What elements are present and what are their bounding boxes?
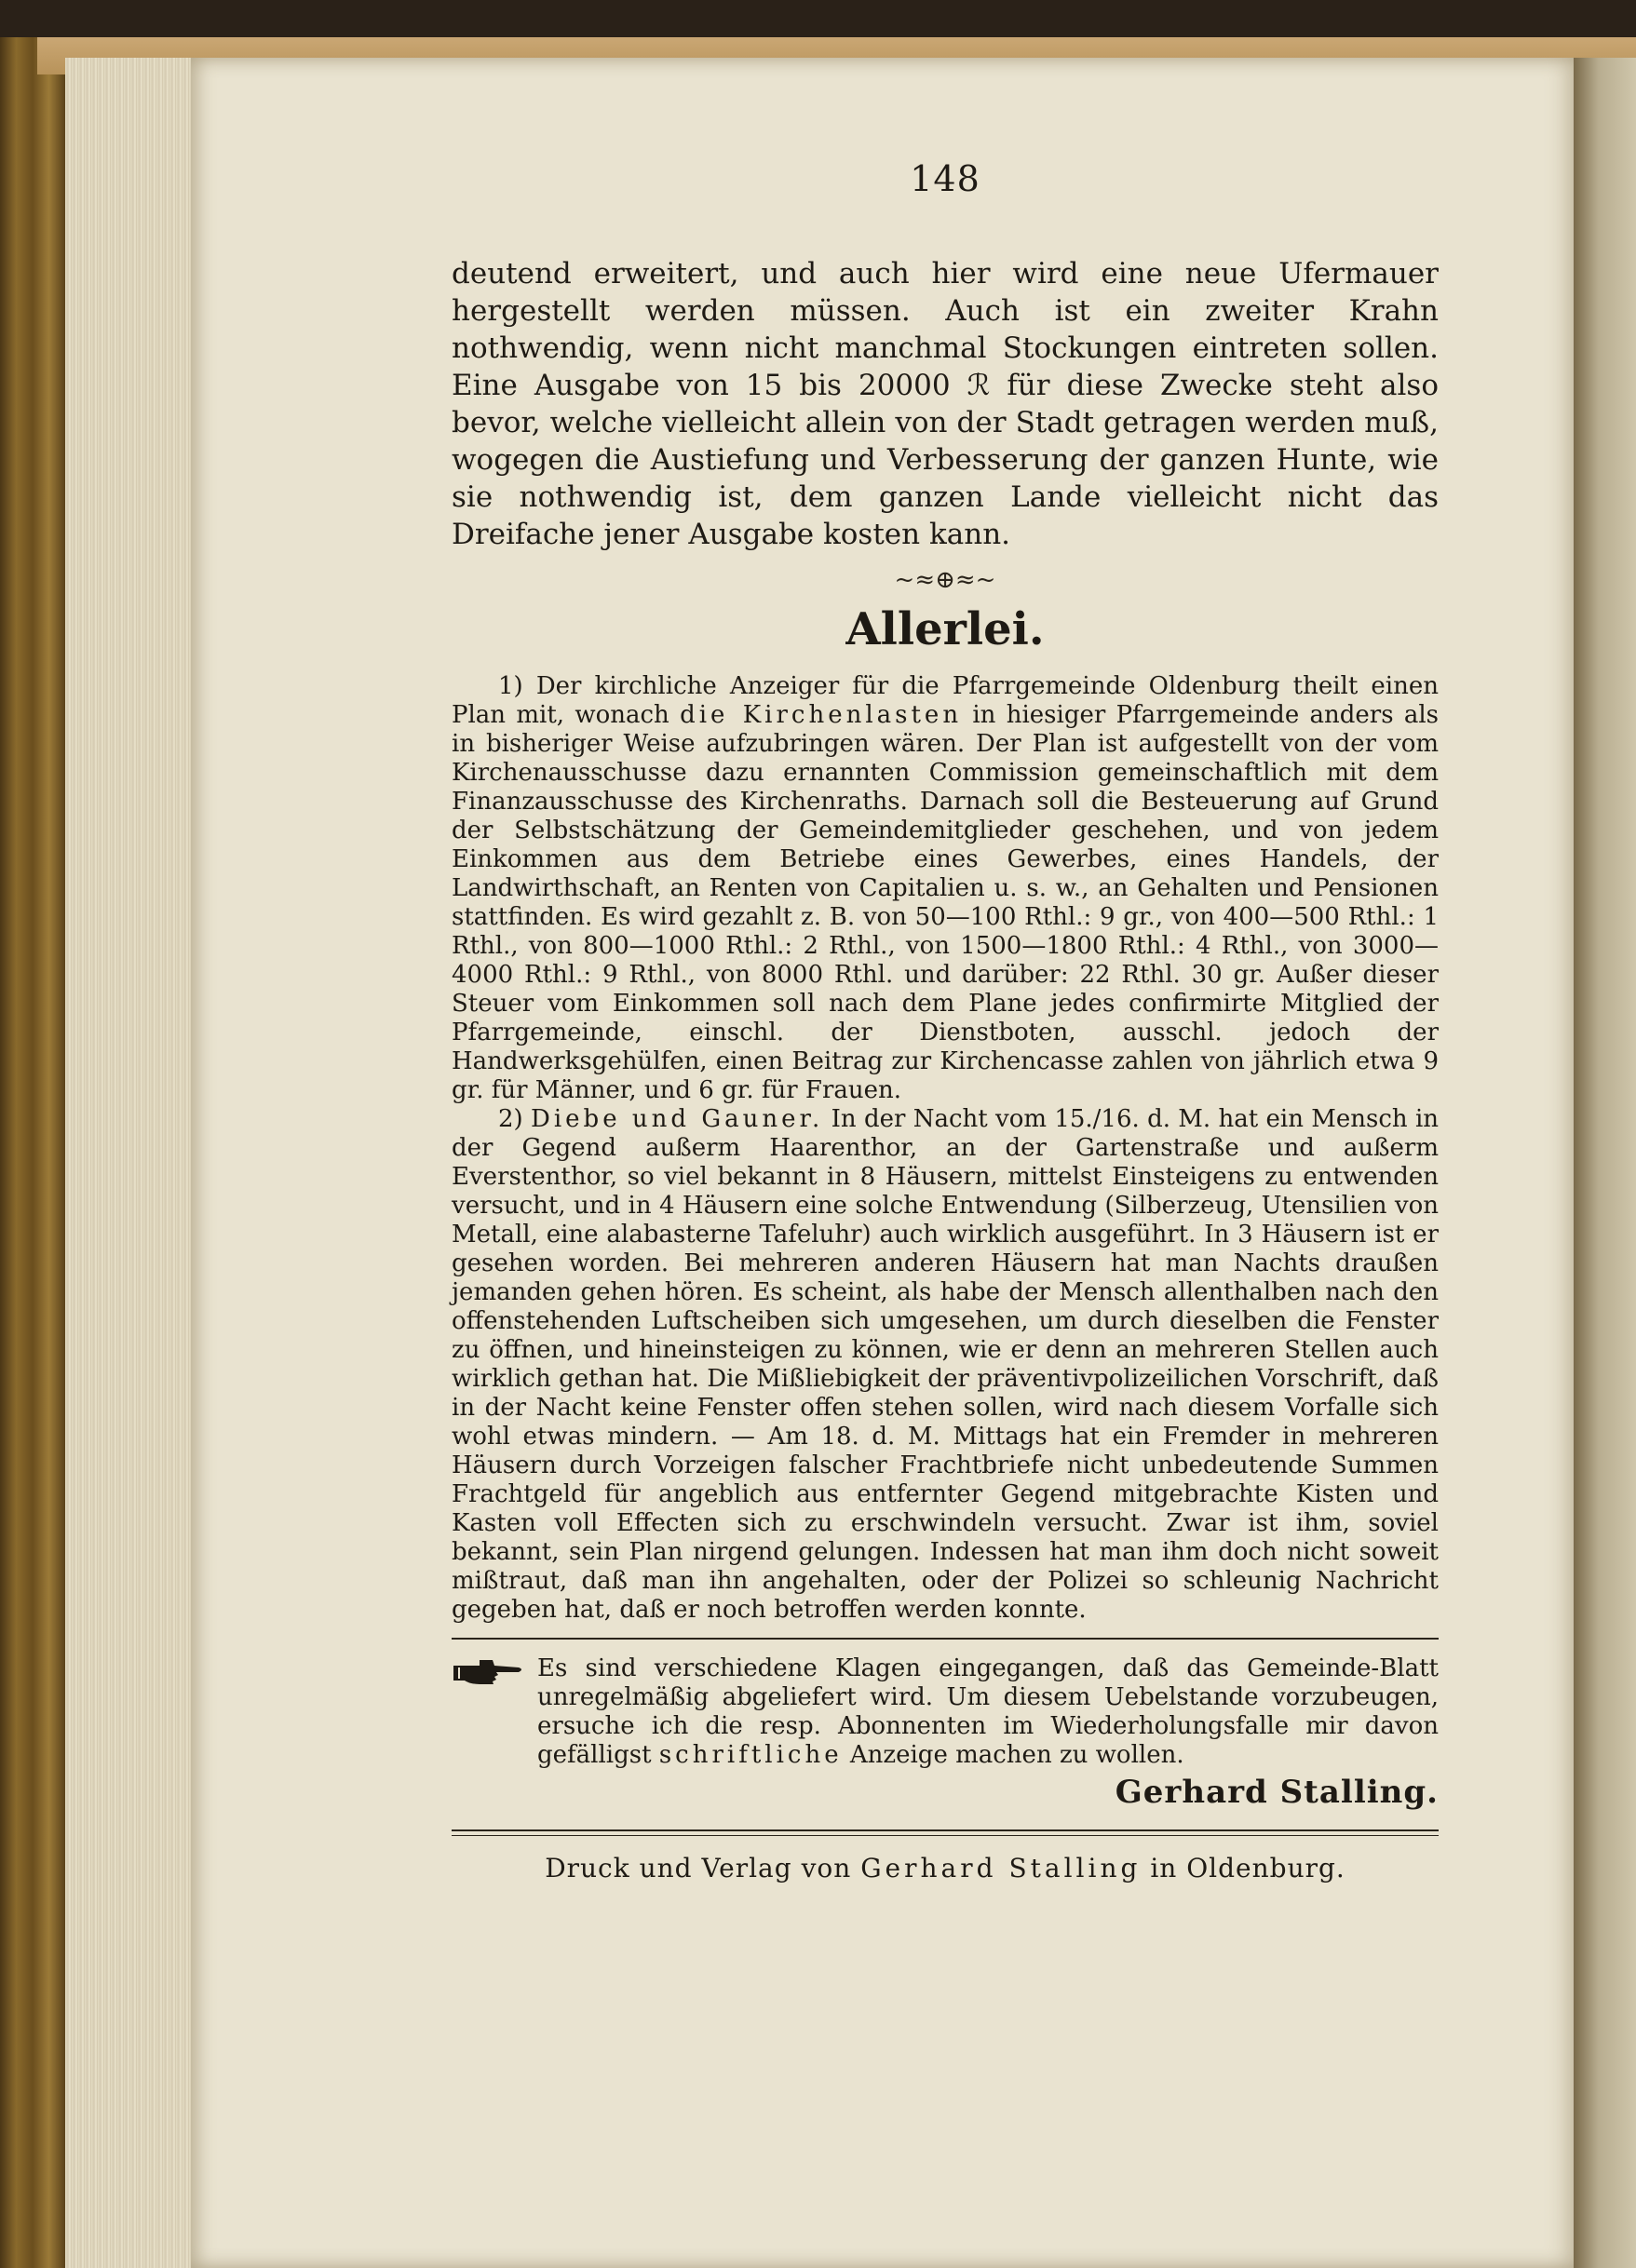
article-2-number: 2)	[498, 1105, 523, 1133]
notice-body: Es sind verschiedene Klagen eingegangen, daß das Gemeinde-Blatt unregelmäßig abgeliefert wird. Um diesem Uebelstande vorzubeugen, ersuche ich die resp. Abonnenten im Wiederholungsfalle mir davon gefälligst	[537, 1654, 1439, 1769]
article-1-emphasis: die Kirchenlasten	[680, 701, 963, 729]
article-2-body: In der Nacht vom 15./16. d. M. hat ein Mensch in der Gegend außerm Haarenthor, an der Gartenstraße und außerm Everstenthor, so viel bekannt in 8 Häusern, mittelst Einsteigens zu entwenden versucht, und in 4 Häusern eine solche Entwendung (Silberzeug, Utensilien von Metall, eine alabasterne Tafeluhr) auch wirklich ausgeführt. In 3 Häusern ist er gesehen worden. Bei mehreren anderen Häusern hat man Nachts draußen jemanden gehen hören. Es scheint, als habe der Mensch allenthalben nach den offenstehenden Luftscheiben sich umgesehen, um durch dieselben die Fenster zu öffnen, und hineinsteigen zu können, wie er denn an mehreren Stellen auch wirklich gethan hat. Die Mißliebigkeit der präventivpolizeilichen Vorschrift, daß in der Nacht keine Fenster offen stehen sollen, wird nach diesem Vorfalle sich wohl etwas mindern. — Am 18. d. M. Mittags hat ein Fremder in mehreren Häusern durch Vorzeigen falscher Frachtbriefe nicht unbedeutende Summen Frachtgeld für angeblich aus entfernter Gegend mitgebrachte Kisten und Kasten voll Effecten sich zu erschwindeln versucht. Zwar ist ihm, soviel bekannt, sein Plan nirgend gelungen. Indessen hat man ihm doch nicht soweit mißtraut, daß man ihn angehalten, oder der Polizei so schleunig Nachricht gegeben hat, daß er noch betroffen werden konnte.	[452, 1105, 1440, 1624]
section-ornament: ~≈⊕≈~	[894, 566, 996, 594]
notice-text	[537, 1654, 1439, 1770]
page-content	[452, 158, 1439, 1883]
intro-paragraph: deutend erweitert, und auch hier wird eine neue Ufermauer hergestellt werden müssen. Auch ist ein zweiter Krahn nothwendig, wenn nicht manchmal Stockungen eintreten sollen. Eine Ausgabe von 15 bis 20000 ℛ für diese Zwecke steht also bevor, welche vielleicht allein von der Stadt getragen werden muß, wogegen die Austiefung und Verbesserung der ganzen Hunte, wie sie nothwendig ist, dem ganzen Lande vielleicht nicht das Dreifache jener Ausgabe kosten kann.	[452, 257, 1439, 551]
article-2-heading: Diebe und Gauner.	[531, 1105, 824, 1133]
page-number: 148	[910, 158, 980, 199]
imprint-publisher: Gerhard Stalling	[860, 1853, 1142, 1883]
article-2	[452, 1105, 1439, 1625]
section-title: Allerlei.	[845, 603, 1045, 655]
article-1	[452, 672, 1439, 1105]
imprint	[452, 1853, 1439, 1883]
signature: Gerhard Stalling.	[1115, 1774, 1439, 1811]
facing-page-edge	[1574, 58, 1636, 2268]
page-edges	[65, 58, 205, 2268]
notice-emphasis: schriftliche	[658, 1741, 843, 1769]
imprint-lead: Druck und Verlag von	[545, 1853, 852, 1883]
article-1-lead: 1) Der kirchliche Anzeiger für die Pfarrgemeinde Oldenburg theilt einen Plan mit, wonach	[452, 672, 1439, 729]
pointing-hand-icon	[452, 1654, 524, 1688]
imprint-place: in Oldenburg.	[1150, 1853, 1345, 1883]
publisher-notice	[452, 1654, 1439, 1770]
footer-rule	[452, 1829, 1439, 1836]
book-cover-edge	[0, 37, 65, 2268]
divider-rule	[452, 1638, 1439, 1640]
notice-end: Anzeige machen zu wollen.	[849, 1741, 1184, 1769]
article-1-body: in hiesiger Pfarrgemeinde anders als in bisheriger Weise aufzubringen wären. Der Plan ist aufgestellt von der vom Kirchenausschusse dazu ernannten Commission gemeinschaftlich mit dem Finanzausschusse des Kirchenraths. Darnach soll die Besteuerung auf Grund der Selbstschätzung der Gemeindemitglieder geschehen, und von jedem Einkommen aus dem Betriebe eines Gewerbes, eines Handels, der Landwirthschaft, an Renten von Capitalien u. s. w., an Gehalten und Pensionen stattfinden. Es wird gezahlt z. B. von 50—100 Rthl.: 9 gr., von 400—500 Rthl.: 1 Rthl., von 800—1000 Rthl.: 2 Rthl., von 1500—1800 Rthl.: 4 Rthl., von 3000—4000 Rthl.: 9 Rthl., von 8000 Rthl. und darüber: 22 Rthl. 30 gr. Außer dieser Steuer vom Einkommen soll nach dem Plane jedes confirmirte Mitglied der Pfarrgemeinde, einschl. der Dienstboten, ausschl. jedoch der Handwerksgehülfen, einen Beitrag zur Kirchencasse zahlen von jährlich etwa 9 gr. für Männer, und 6 gr. für Frauen.	[452, 701, 1439, 1104]
